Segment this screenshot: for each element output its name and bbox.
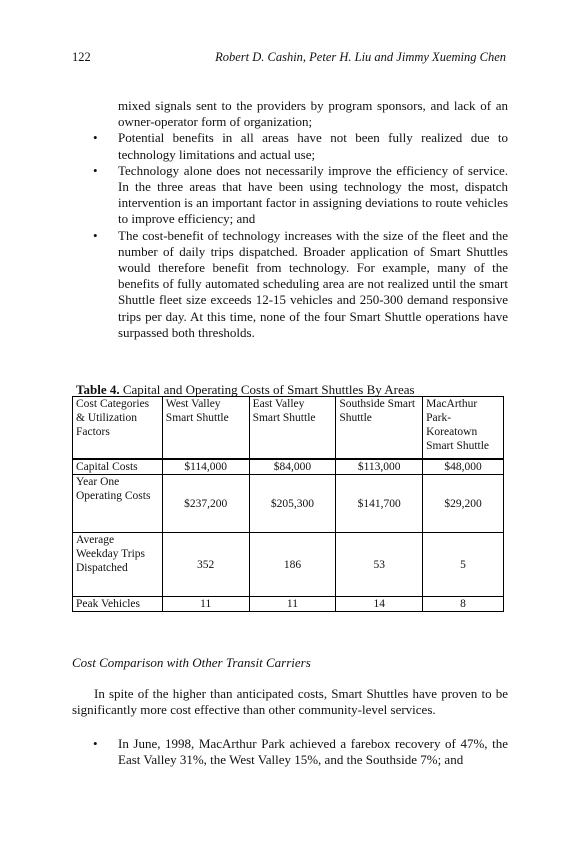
table-cell: 14	[336, 597, 423, 612]
running-author: Robert D. Cashin, Peter H. Liu and Jimmy Xueming Chen	[215, 50, 506, 64]
bullet-icon: •	[93, 736, 98, 751]
table-header-cell: West Valley Smart Shuttle	[162, 397, 249, 460]
table-row-label: Capital Costs	[73, 459, 163, 475]
table-row	[73, 533, 504, 597]
table-cell: 8	[423, 597, 504, 612]
bullet-icon: •	[93, 162, 98, 178]
table-cell: 11	[162, 597, 249, 612]
list-item-text: In June, 1998, MacArthur Park achieved a farebox recovery of 47%, the East Valley 31%, the West Valley 15%, and the Southside 7%; and	[118, 736, 508, 768]
list-item-text: mixed signals sent to the providers by program sponsors, and lack of an owner-operator form of organization;	[118, 98, 508, 130]
table-header-cell: East Valley Smart Shuttle	[249, 397, 336, 460]
bullet-list	[72, 98, 508, 341]
list-item-text: The cost-benefit of technology increases with the size of the fleet and the number of daily trips dispatched. Broader application of Smart Shuttles would therefore benefit from technology. For example, many of the benefits of fully automated scheduling area are not realized until the smart Shuttle fleet size exceeds 12-15 vehicles and 250-300 demand responsive trips per day. At this time, none of the four Smart Shuttle operations have surpassed both thresholds.	[118, 227, 508, 340]
table-cell: 11	[249, 597, 336, 612]
table-cell: $205,300	[249, 475, 336, 533]
table-row-label: Peak Vehicles	[73, 597, 163, 612]
bullet-icon: •	[93, 227, 98, 243]
list-item	[72, 736, 508, 768]
table-cell: $48,000	[423, 459, 504, 475]
table-cell: $237,200	[162, 475, 249, 533]
cost-table	[72, 396, 504, 612]
list-item	[72, 228, 508, 341]
table-header-cell: Southside Smart Shuttle	[336, 397, 423, 460]
running-header	[72, 50, 506, 65]
body-paragraph: In spite of the higher than anticipated costs, Smart Shuttles have proven to be significantly more cost effective than other community-level services.	[72, 686, 508, 718]
table-header-cell: Cost Categories & Utilization Factors	[73, 397, 163, 460]
list-item	[72, 163, 508, 228]
list-item	[72, 130, 508, 162]
table-cell: 186	[249, 533, 336, 597]
page-number: 122	[72, 50, 91, 64]
list-item-text: Technology alone does not necessarily improve the efficiency of service. In the three areas that have been using technology the most, dispatch intervention is an important factor in assigning deviations to route vehicles to improve efficiency; and	[118, 162, 508, 227]
bullet-icon: •	[93, 130, 98, 146]
section-heading: Cost Comparison with Other Transit Carriers	[72, 655, 311, 670]
table-row-label: Year One Operating Costs	[73, 475, 163, 533]
list-item-text: Potential benefits in all areas have not been fully realized due to technology limitations and actual use;	[118, 130, 508, 162]
table-row	[73, 459, 504, 475]
table-cell: 5	[423, 533, 504, 597]
table-cell: $84,000	[249, 459, 336, 475]
table-cell: $113,000	[336, 459, 423, 475]
table-header-cell: MacArthur Park-Koreatown Smart Shuttle	[423, 397, 504, 460]
table-cell: $29,200	[423, 475, 504, 533]
bullet-list	[72, 736, 508, 768]
table-caption-text: Capital and Operating Costs of Smart Shuttles By Areas	[122, 382, 415, 397]
table-cell: $141,700	[336, 475, 423, 533]
table-row	[73, 475, 504, 533]
table-cell: 352	[162, 533, 249, 597]
list-item	[72, 98, 508, 130]
table-label: Table 4.	[76, 382, 120, 397]
table-row-label: Average Weekday Trips Dispatched	[73, 533, 163, 597]
table-row	[73, 597, 504, 612]
table-cell: 53	[336, 533, 423, 597]
table-header-row	[73, 397, 504, 460]
table-cell: $114,000	[162, 459, 249, 475]
